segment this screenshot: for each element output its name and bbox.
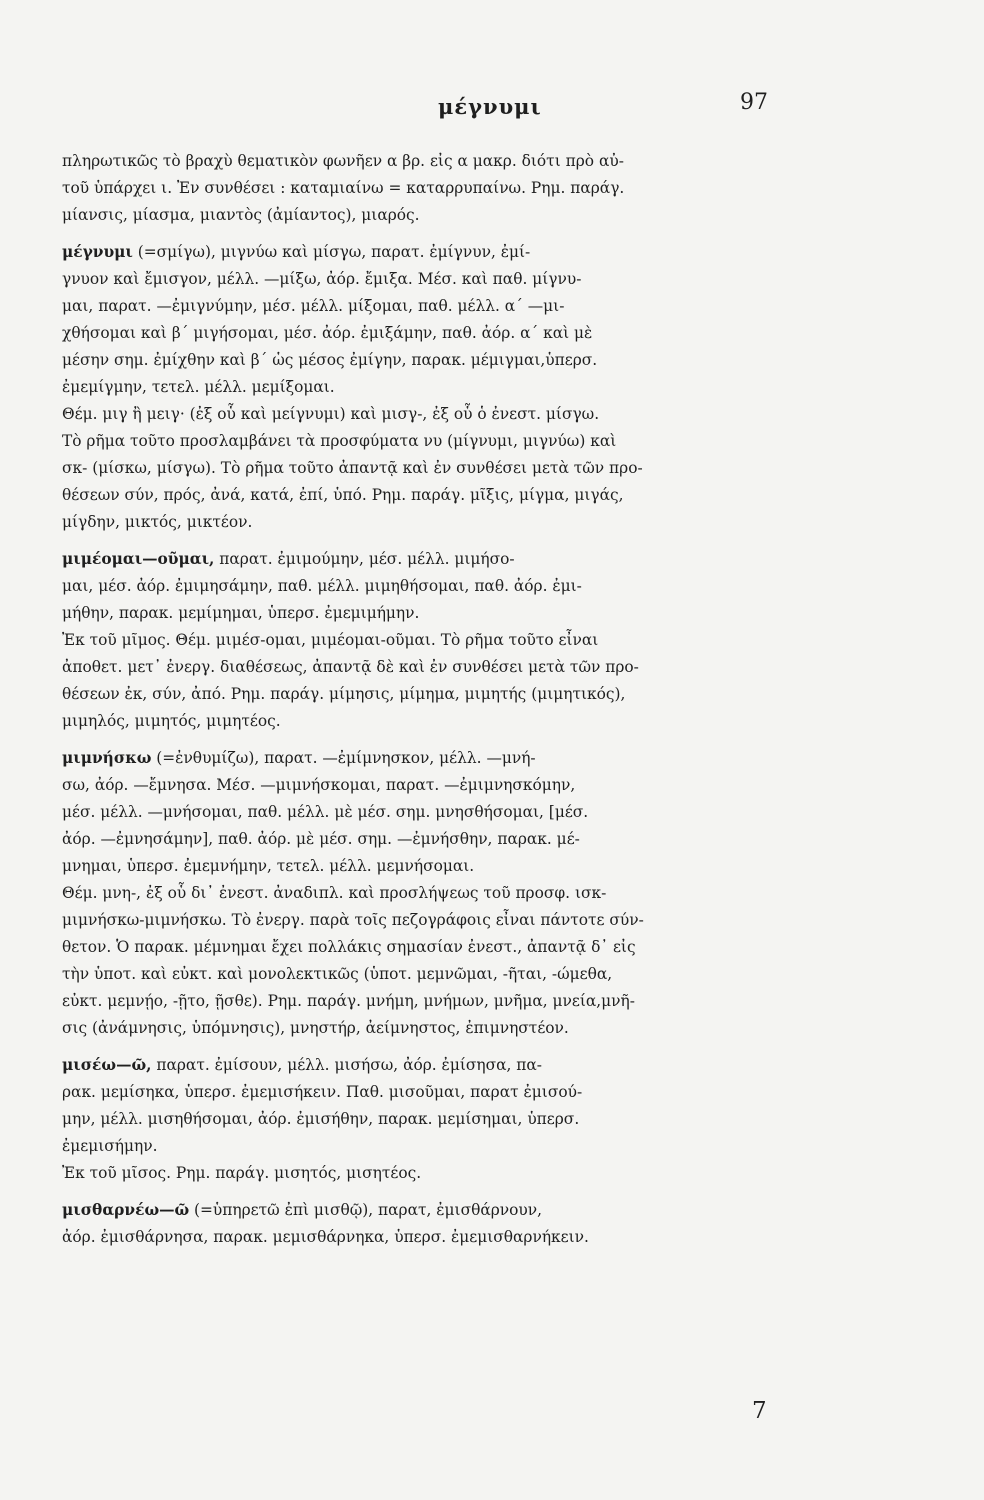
entry-headword: μιμέομαι—οῦμαι, bbox=[62, 550, 215, 568]
text-line bbox=[62, 509, 812, 536]
text-line bbox=[62, 600, 812, 627]
text-line bbox=[62, 401, 812, 428]
line-text: (=ἐνθυμίζω), παρατ. —ἐμίμνησκον, μέλλ. —μνή- bbox=[151, 749, 536, 767]
text-line bbox=[62, 148, 812, 175]
entry-headword: μισθαρνέω—ῶ bbox=[62, 1201, 190, 1219]
entry-headword: μιμνήσκω bbox=[62, 749, 152, 767]
entry-text bbox=[62, 148, 812, 1251]
line-text: ἀόρ. ἐμισθάρνησα, παρακ. μεμισθάρνηκα, ὑπερσ. ἐμεμισθαρνήκειν. bbox=[62, 1228, 589, 1246]
text-line bbox=[62, 202, 812, 229]
line-text: σις (ἀνάμνησις, ὑπόμνησις), μνηστήρ, ἀείμνηστος, ἐπιμνηστέον. bbox=[62, 1019, 569, 1037]
text-line bbox=[62, 320, 812, 347]
text-line bbox=[62, 654, 812, 681]
line-text: μέσην σημ. ἐμίχθην καὶ β΄ ὡς μέσος ἐμίγην, παρακ. μέμιγμαι,ὑπερσ. bbox=[62, 351, 598, 369]
text-line bbox=[62, 961, 812, 988]
line-text: θετον. Ὁ παρακ. μέμνημαι ἔχει πολλάκις σημασίαν ἐνεστ., ἀπαντᾷ δ᾽ εἰς bbox=[62, 938, 636, 956]
line-text: μέσ. μέλλ. —μνήσομαι, παθ. μέλλ. μὲ μέσ. σημ. μνησθήσομαι, [μέσ. bbox=[62, 803, 589, 821]
line-text: μην, μέλλ. μισηθήσομαι, ἀόρ. ἐμισήθην, παρακ. μεμίσημαι, ὑπερσ. bbox=[62, 1110, 580, 1128]
line-text: θέσεων σύν, πρός, ἀνά, κατά, ἐπί, ὑπό. Ρημ. παράγ. μῖξις, μίγμα, μιγάς, bbox=[62, 486, 624, 504]
text-line bbox=[62, 772, 812, 799]
line-text: σω, ἀόρ. —ἔμνησα. Μέσ. —μιμνήσκομαι, παρατ. —ἐμιμνησκόμην, bbox=[62, 776, 576, 794]
text-line bbox=[62, 347, 812, 374]
line-text: μήθην, παρακ. μεμίμημαι, ὑπερσ. ἐμεμιμήμην. bbox=[62, 604, 420, 622]
text-line bbox=[62, 573, 812, 600]
line-text: ἀόρ. —ἐμνησάμην], παθ. ἀόρ. μὲ μέσ. σημ. —ἐμνήσθην, παρακ. μέ- bbox=[62, 830, 580, 848]
line-text: μαι, μέσ. ἀόρ. ἐμιμησάμην, παθ. μέλλ. μιμηθήσομαι, παθ. ἀόρ. ἐμι- bbox=[62, 577, 582, 595]
text-line bbox=[62, 627, 812, 654]
line-text: μιμηλός, μιμητός, μιμητέος. bbox=[62, 712, 281, 730]
line-text: Ἐκ τοῦ μῖσος. Ρημ. παράγ. μισητός, μισητέος. bbox=[62, 1164, 422, 1182]
line-text: παρατ. ἐμίσουν, μέλλ. μισήσω, ἀόρ. ἐμίσησα, πα- bbox=[151, 1056, 542, 1074]
line-text: σκ- (μίσκω, μίσγω). Τὸ ρῆμα τοῦτο ἀπαντᾷ καὶ ἐν συνθέσει μετὰ τῶν προ- bbox=[62, 459, 643, 477]
text-line bbox=[62, 799, 812, 826]
line-text: μνημαι, ὑπερσ. ἐμεμνήμην, τετελ. μέλλ. μεμνήσομαι. bbox=[62, 857, 475, 875]
text-line bbox=[62, 853, 812, 880]
text-line bbox=[62, 455, 812, 482]
text-line bbox=[62, 546, 812, 573]
text-line bbox=[62, 1052, 812, 1079]
text-line bbox=[62, 266, 812, 293]
text-line bbox=[62, 934, 812, 961]
line-text: παρατ. ἐμιμούμην, μέσ. μέλλ. μιμήσο- bbox=[214, 550, 515, 568]
text-line bbox=[62, 428, 812, 455]
text-line bbox=[62, 745, 812, 772]
line-text: γνυον καὶ ἔμισγον, μέλλ. —μίξω, ἀόρ. ἔμιξα. Μέσ. καὶ παθ. μίγνυ- bbox=[62, 270, 582, 288]
line-text: μίγδην, μικτός, μικτέον. bbox=[62, 513, 253, 531]
line-text: Τὸ ρῆμα τοῦτο προσλαμβάνει τὰ προσφύματα νυ (μίγνυμι, μιγνύω) καὶ bbox=[62, 432, 617, 450]
line-text: ἀποθετ. μετ᾽ ἐνεργ. διαθέσεως, ἀπαντᾷ δὲ καὶ ἐν συνθέσει μετὰ τῶν προ- bbox=[62, 658, 639, 676]
line-text: (=σμίγω), μιγνύω καὶ μίσγω, παρατ. ἐμίγνυν, ἐμί- bbox=[132, 243, 531, 261]
line-text: τοῦ ὑπάρχει ι. Ἐν συνθέσει : καταμιαίνω = καταρρυπαίνω. Ρημ. παράγ. bbox=[62, 179, 625, 197]
text-line bbox=[62, 1079, 812, 1106]
line-text: μιμνήσκω-μιμνήσκω. Τὸ ἐνεργ. παρὰ τοῖς πεζογράφοις εἶναι πάντοτε σύν- bbox=[62, 911, 644, 929]
text-line bbox=[62, 1015, 812, 1042]
line-text: χθήσομαι καὶ β΄ μιγήσομαι, μέσ. ἀόρ. ἐμιξάμην, παθ. ἀόρ. α΄ καὶ μὲ bbox=[62, 324, 593, 342]
entry-headword: μέγνυμι bbox=[62, 243, 133, 261]
text-line bbox=[62, 1160, 812, 1187]
running-head: μέγνυμι bbox=[438, 94, 542, 119]
line-text: Θέμ. μιγ ἢ μειγ· (ἐξ οὗ καὶ μείγνυμι) καὶ μισγ-, ἐξ οὗ ὁ ἐνεστ. μίσγω. bbox=[62, 405, 600, 423]
line-text: Ἐκ τοῦ μῖμος. Θέμ. μιμέσ-ομαι, μιμέομαι-οῦμαι. Τὸ ρῆμα τοῦτο εἶναι bbox=[62, 631, 599, 649]
signature-mark: 7 bbox=[752, 1398, 767, 1424]
text-line bbox=[62, 482, 812, 509]
text-line bbox=[62, 880, 812, 907]
text-line bbox=[62, 1224, 812, 1251]
line-text: τὴν ὑποτ. καὶ εὐκτ. καὶ μονολεκτικῶς (ὑποτ. μεμνῶμαι, -ῆται, -ώμεθα, bbox=[62, 965, 613, 983]
line-text: ἐμεμίγμην, τετελ. μέλλ. μεμίξομαι. bbox=[62, 378, 335, 396]
line-text: θέσεων ἐκ, σύν, ἀπό. Ρημ. παράγ. μίμησις, μίμημα, μιμητής (μιμητικός), bbox=[62, 685, 626, 703]
text-line bbox=[62, 1106, 812, 1133]
line-text: πληρωτικῶς τὸ βραχὺ θεματικὸν φωνῆεν α βρ. εἰς α μακρ. διότι πρὸ αὐ- bbox=[62, 152, 624, 170]
line-text: Θέμ. μνη-, ἐξ οὗ δι᾽ ἐνεστ. ἀναδιπλ. καὶ προσλήψεως τοῦ προσφ. ισκ- bbox=[62, 884, 607, 902]
text-line bbox=[62, 826, 812, 853]
text-line bbox=[62, 175, 812, 202]
line-text: μαι, παρατ. —ἐμιγνύμην, μέσ. μέλλ. μίξομαι, παθ. μέλλ. α΄ —μι- bbox=[62, 297, 565, 315]
text-line bbox=[62, 708, 812, 735]
line-text: ἐμεμισήμην. bbox=[62, 1137, 158, 1155]
text-line bbox=[62, 988, 812, 1015]
line-text: ρακ. μεμίσηκα, ὑπερσ. ἐμεμισήκειν. Παθ. μισοῦμαι, παρατ ἐμισού- bbox=[62, 1083, 583, 1101]
text-line bbox=[62, 239, 812, 266]
text-line bbox=[62, 374, 812, 401]
text-line bbox=[62, 1133, 812, 1160]
line-text: εὐκτ. μεμνῄο, -ῇτο, ῇσθε). Ρημ. παράγ. μνήμη, μνήμων, μνῆμα, μνεία,μνῆ- bbox=[62, 992, 635, 1010]
text-line bbox=[62, 293, 812, 320]
page-number: 97 bbox=[740, 90, 768, 115]
line-text: (=ὑπηρετῶ ἐπὶ μισθῷ), παρατ, ἐμισθάρνουν, bbox=[189, 1201, 543, 1219]
text-line bbox=[62, 907, 812, 934]
text-line bbox=[62, 1197, 812, 1224]
line-text: μίανσις, μίασμα, μιαντὸς (ἀμίαντος), μιαρός. bbox=[62, 206, 420, 224]
entry-headword: μισέω—ῶ, bbox=[62, 1056, 152, 1074]
text-line bbox=[62, 681, 812, 708]
